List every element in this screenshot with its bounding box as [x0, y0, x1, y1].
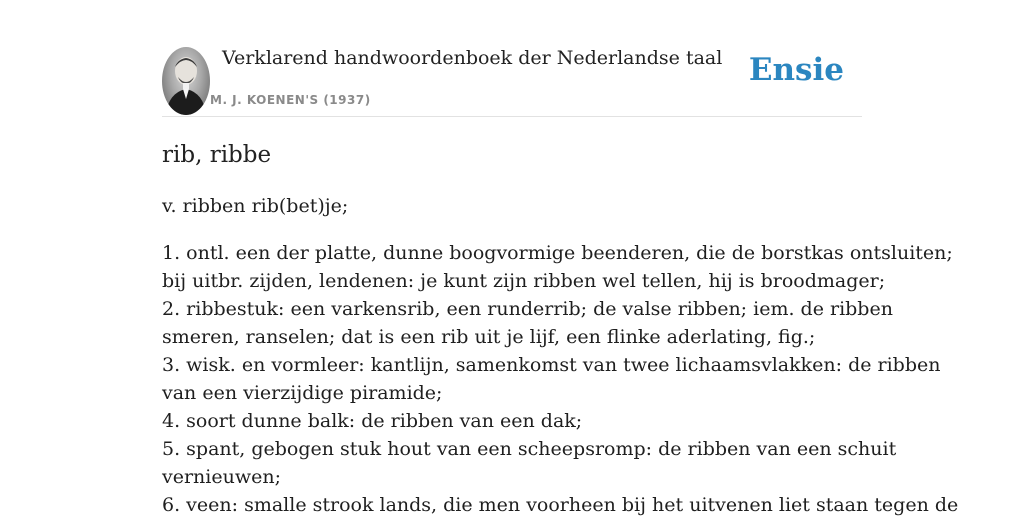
entry-forms: v. ribben rib(bet)je;	[162, 195, 349, 217]
page-container	[162, 0, 959, 516]
book-title: Verklarend handwoordenboek der Nederlandse taal	[222, 47, 723, 69]
definition-line: vernieuwen;	[162, 466, 282, 488]
entry-definitions	[162, 239, 959, 519]
definition-line: 3. wisk. en vormleer: kantlijn, samenkomst van twee lichaamsvlakken: de ribben	[162, 354, 941, 376]
definition-line: 2. ribbestuk: een varkensrib, een runderrib; de valse ribben; iem. de ribben	[162, 298, 893, 320]
definition-line: 4. soort dunne balk: de ribben van een dak;	[162, 410, 583, 432]
author-label: M. J. KOENEN'S (1937)	[210, 93, 371, 107]
definition-line: 1. ontl. een der platte, dunne boogvormige beenderen, die de borstkas ontsluiten;	[162, 242, 953, 264]
definition-line: smeren, ranselen; dat is een rib uit je lijf, een flinke aderlating, fig.;	[162, 326, 816, 348]
author-portrait-icon	[162, 47, 210, 115]
definition-line: bij uitbr. zijden, lendenen: je kunt zijn ribben wel tellen, hij is broodmager;	[162, 270, 886, 292]
definition-line: 6. veen: smalle strook lands, die men voorheen bij het uitvenen liet staan tegen de	[162, 494, 959, 516]
site-header	[162, 0, 862, 117]
brand-logo[interactable]: Ensie	[748, 52, 844, 88]
definition-line: van een vierzijdige piramide;	[162, 382, 443, 404]
definition-line: 5. spant, gebogen stuk hout van een scheepsromp: de ribben van een schuit	[162, 438, 897, 460]
entry-headword: rib, ribbe	[162, 142, 272, 168]
